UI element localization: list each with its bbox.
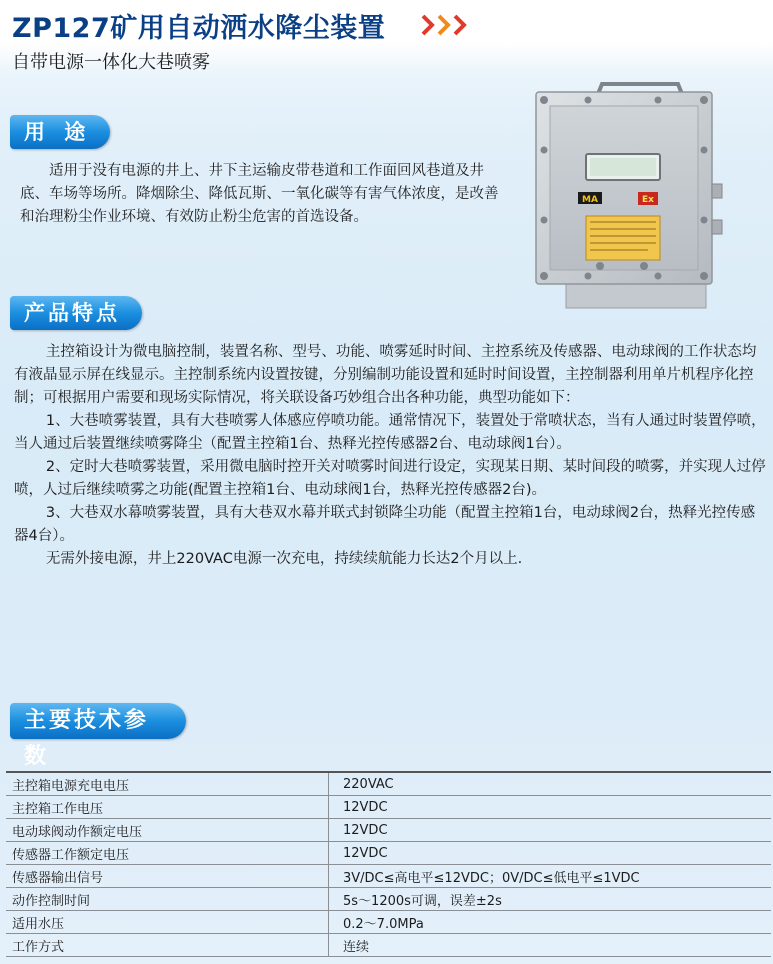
table-row <box>6 888 771 911</box>
table-row <box>6 865 771 888</box>
spec-value: 3V/DC≤高电平≤12VDC；0V/DC≤低电平≤1VDC <box>329 865 772 888</box>
spec-name: 动作控制时间 <box>6 888 329 911</box>
spec-name: 传感器工作额定电压 <box>6 842 329 865</box>
table-row <box>6 934 771 957</box>
table-row <box>6 819 771 842</box>
spec-value: 0.2～7.0MPa <box>329 911 772 934</box>
page-subtitle: 自带电源一体化大巷喷雾 <box>12 52 210 73</box>
table-row <box>6 842 771 865</box>
ma-badge: MA <box>582 195 598 205</box>
page-title: ZP127矿用自动洒水降尘装置 <box>12 13 386 44</box>
spec-value: 220VAC <box>329 772 772 796</box>
spec-name: 主控箱工作电压 <box>6 796 329 819</box>
features-paragraph: 2、定时大巷喷雾装置，采用微电脑时控开关对喷雾时间进行设定，实现某日期、某时间段的喷雾，并实现人过停喷，人过后继续喷雾之功能(配置主控箱1台、电动球阀1台，热释光控传感器2台)。 <box>14 459 766 498</box>
features-paragraph: 3、大巷双水幕喷雾装置，具有大巷双水幕并联式封锁降尘功能（配置主控箱1台，电动球阀2台，热释光控传感器4台）。 <box>14 505 756 544</box>
spec-name: 电动球阀动作额定电压 <box>6 819 329 842</box>
ex-badge: Ex <box>642 195 654 205</box>
usage-text: 适用于没有电源的井上、井下主运输皮带巷道和工作面回风巷道及井底、车场等场所。降烟除尘、降低瓦斯、一氧化碳等有害气体浓度，是改善和治理粉尘作业环境、有效防止粉尘危害的首选设备。 <box>20 163 499 225</box>
features-paragraph: 1、大巷喷雾装置，具有大巷喷雾人体感应停喷功能。通常情况下，装置处于常喷状态，当有人通过时装置停喷，当人通过后装置继续喷雾降尘（配置主控箱1台、热释光控传感器2台、电动球阀1台）。 <box>14 413 766 452</box>
spec-value: 12VDC <box>329 842 772 865</box>
spec-name: 适用水压 <box>6 911 329 934</box>
table-row <box>6 772 771 796</box>
device-photo <box>528 80 724 312</box>
spec-value: 连续 <box>329 934 772 957</box>
specs-table <box>6 771 771 957</box>
features-paragraph: 无需外接电源，井上220VAC电源一次充电，持续续航能力长达2个月以上. <box>45 551 523 567</box>
spec-value: 5s～1200s可调，误差±2s <box>329 888 772 911</box>
spec-name: 传感器输出信号 <box>6 865 329 888</box>
spec-value: 12VDC <box>329 819 772 842</box>
section-heading-usage: 用 途 <box>10 115 110 149</box>
section-heading-specs: 主要技术参数 <box>10 703 186 739</box>
chevron-arrows-icon <box>420 12 476 38</box>
features-paragraph: 主控箱设计为微电脑控制，装置名称、型号、功能、喷雾延时时间、主控系统及传感器、电动球阀的工作状态均有液晶显示屏在线显示。主控制系统内设置按键，分别编制功能设置和延时时间设置，主控制器利用单片机程序化控制；可根据用户需要和现场实际情况，将关联设备巧妙组合出各种功能，典型功能如下： <box>14 344 757 406</box>
spec-name: 主控箱电源充电电压 <box>6 772 329 796</box>
section-heading-features: 产品特点 <box>10 296 142 330</box>
table-row <box>6 796 771 819</box>
spec-value: 12VDC <box>329 796 772 819</box>
spec-name: 工作方式 <box>6 934 329 957</box>
features-text <box>14 341 768 571</box>
table-row <box>6 911 771 934</box>
